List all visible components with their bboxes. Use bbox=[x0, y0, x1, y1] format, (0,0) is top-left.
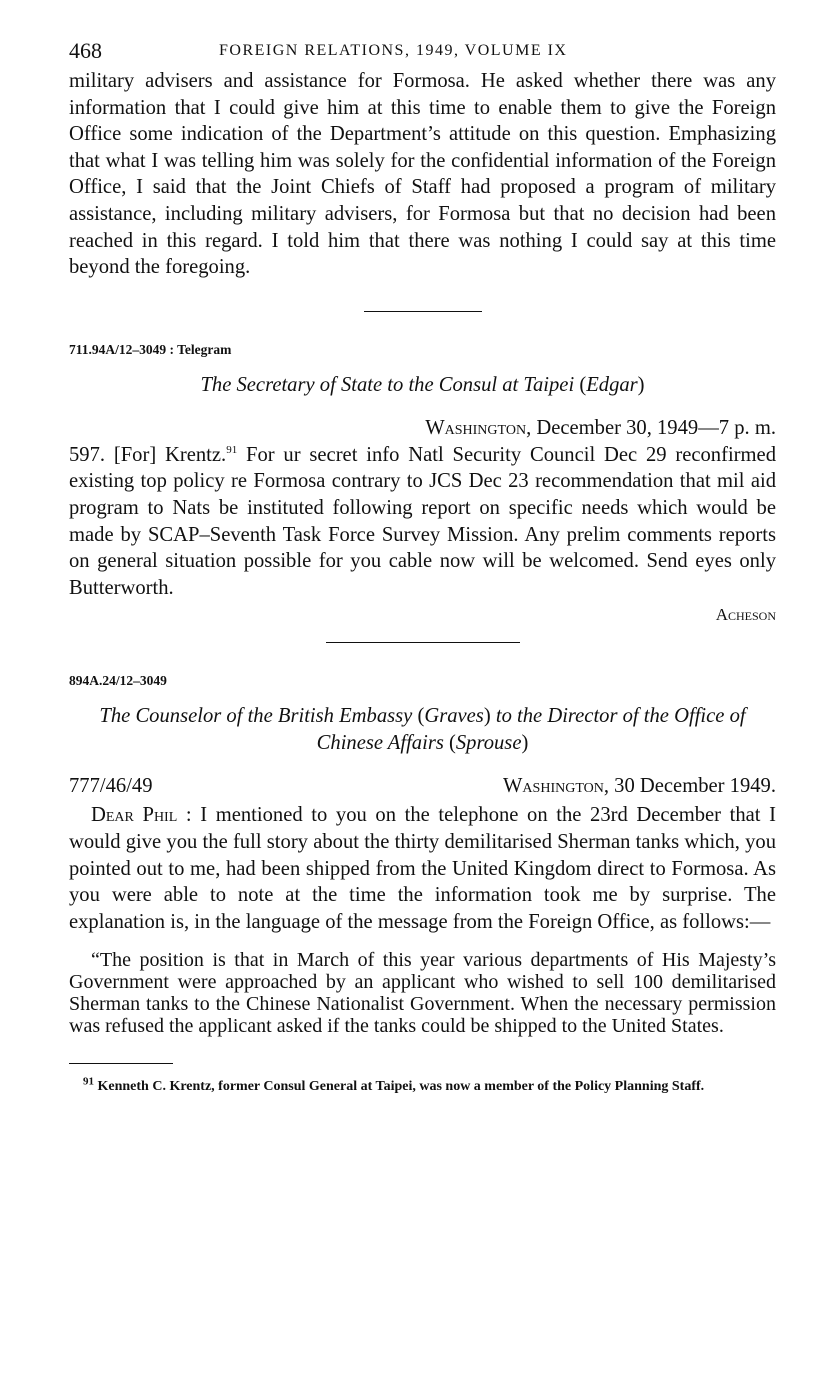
footnote-number: 91 bbox=[83, 1075, 94, 1088]
title-recipient-name: Edgar bbox=[586, 373, 638, 396]
title-part-a: The Counselor of the British Embassy bbox=[99, 705, 413, 728]
document-page bbox=[69, 38, 776, 1109]
section-divider bbox=[364, 311, 482, 312]
document-telegram-597 bbox=[69, 342, 776, 626]
letter-body bbox=[69, 802, 776, 935]
title-recipient-name-2: Sprouse bbox=[455, 732, 522, 755]
body-start: 597. [For] Krentz. bbox=[69, 443, 227, 466]
reference-dateline bbox=[69, 775, 776, 798]
dateline-date: , December 30, 1949—7 p. m. bbox=[526, 416, 776, 439]
continued-paragraph: military advisers and assistance for Formosa. He asked whether there was any information that I could give him at this time to enable them to give the Foreign Office some indication of the Department’s attitude on this question. Emphasizing that what I was telling him was solely for the confidential information of the Foreign Office, I said that the Joint Chiefs of Staff had proposed a program of military assistance, including military advisers, for Formosa but that no decision had been reached in this regard. I told him that there was nothing I could say at this time beyond the foregoing. bbox=[69, 70, 776, 279]
title-paren-close: ) bbox=[637, 373, 645, 396]
salutation: Dear Phil bbox=[91, 804, 178, 827]
document-title-2: The Counselor of the British Embassy (Graves) to the Director of the Office of Chinese Affairs (Sprouse) bbox=[99, 705, 746, 755]
footnote-divider bbox=[69, 1063, 173, 1064]
document-title bbox=[69, 372, 776, 399]
dateline bbox=[69, 417, 776, 440]
section-divider-2 bbox=[326, 642, 520, 643]
title-paren-open: ( bbox=[574, 373, 587, 396]
body-rest: For ur secret info Natl Security Council Dec 29 reconfirmed existing top policy re Formosa contrary to JCS Dec 23 recommendation that mil aid program to Nats be instituted following report on specific needs which would be made by SCAP–Seventh Task Force Survey Mission. Any prelim comments reports on general situation possible for you cable now will be welcomed. Send eyes only Butterworth. bbox=[69, 443, 776, 599]
title-part-c: to the Director of the Office of Chinese Affairs bbox=[316, 705, 746, 755]
letter-body-text: : I mentioned to you on the telephone on the 23rd December that I would give you the full story about the thirty demilitarised Sherman tanks which, you pointed out to me, had been shipped from the United Kingdom direct to Formosa. As you were able to note at the time the information took me by surprise. The explanation is, in the language of the message from the Foreign Office, as follows:— bbox=[69, 804, 776, 933]
dateline-place-2: Washington bbox=[503, 775, 604, 798]
running-head: FOREIGN RELATIONS, 1949, VOLUME IX bbox=[219, 42, 568, 59]
footnote-reference: 91 bbox=[226, 443, 238, 456]
file-number: 711.94A/12–3049 : Telegram bbox=[69, 341, 232, 357]
dateline-2 bbox=[503, 775, 776, 798]
signature: Acheson bbox=[715, 605, 776, 625]
title-sender-name: Graves bbox=[424, 705, 484, 728]
document-letter bbox=[69, 673, 776, 1037]
footnote-text: Kenneth C. Krentz, former Consul General at Taipei, was now a member of the Policy Planning Staff. bbox=[94, 1079, 705, 1095]
dateline-place: Washington bbox=[425, 416, 527, 439]
quoted-message: “The position is that in March of this year various departments of His Majesty’s Government were approached by an applicant who wished to sell 100 demilitarised Sherman tanks to the Chinese Nationalist Government. When the necessary permission was refused the applicant asked if the tanks could be shipped to the United States. bbox=[69, 949, 776, 1038]
dateline-date-2: , 30 December 1949. bbox=[603, 775, 776, 798]
reference-number: 777/46/49 bbox=[69, 775, 153, 798]
file-number-2: 894A.24/12–3049 bbox=[69, 673, 167, 689]
page-header bbox=[69, 38, 776, 68]
telegram-body bbox=[69, 442, 776, 602]
title-text: The Secretary of State to the Consul at Taipei bbox=[200, 373, 575, 396]
footnote bbox=[69, 1075, 776, 1095]
page-number: 468 bbox=[69, 38, 102, 63]
